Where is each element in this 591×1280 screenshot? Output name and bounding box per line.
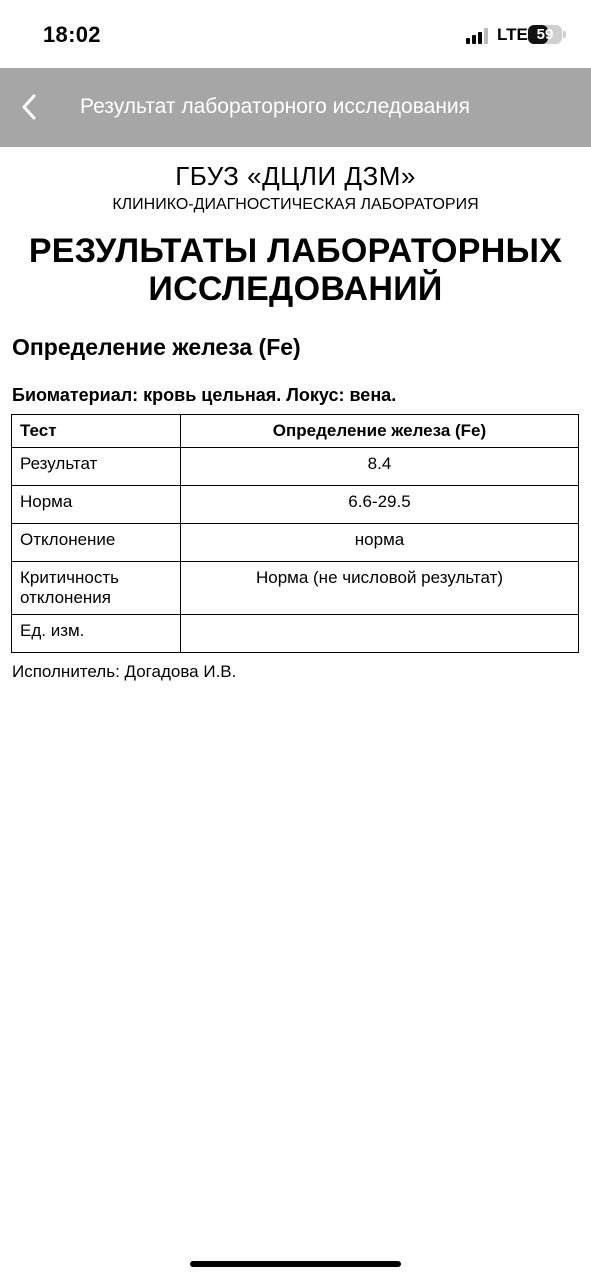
table-cell-label: Критичность отклонения <box>12 562 181 615</box>
table-cell-value: норма <box>181 524 579 562</box>
table-row <box>12 562 579 615</box>
executor-info: Исполнитель: Догадова И.В. <box>12 662 237 681</box>
network-type: LTE <box>497 25 528 44</box>
table-cell-value: 8.4 <box>181 448 579 486</box>
table-cell-value: 6.6-29.5 <box>181 486 579 524</box>
results-table <box>11 414 579 653</box>
table-row <box>12 415 579 448</box>
table-row <box>12 448 579 486</box>
table-cell-label: Норма <box>12 486 181 524</box>
table-row <box>12 615 579 653</box>
table-cell-label: Тест <box>12 415 181 448</box>
status-time: 18:02 <box>43 22 101 47</box>
table-cell-label: Результат <box>12 448 181 486</box>
table-row <box>12 486 579 524</box>
battery-percent: 59 <box>536 26 554 43</box>
organization-name: ГБУЗ «ДЦЛИ ДЗМ» <box>175 161 416 191</box>
navigation-bar <box>0 68 591 147</box>
chevron-left-icon <box>14 90 48 124</box>
biomaterial-info: Биоматериал: кровь цельная. Локус: вена. <box>12 385 397 405</box>
table-cell-label: Отклонение <box>12 524 181 562</box>
battery-cap <box>563 31 566 38</box>
report-title: РЕЗУЛЬТАТЫ ЛАБОРАТОРНЫХ ИССЛЕДОВАНИЙ <box>28 232 563 308</box>
page-title: Результат лабораторного исследования <box>80 95 471 118</box>
table-cell-value: Норма (не числовой результат) <box>181 562 579 615</box>
status-bar <box>0 0 591 68</box>
back-button[interactable] <box>14 90 48 124</box>
organization-subtitle: КЛИНИКО-ДИАГНОСТИЧЕСКАЯ ЛАБОРАТОРИЯ <box>112 196 479 213</box>
home-indicator[interactable] <box>190 1261 401 1267</box>
table-cell-value <box>181 615 579 653</box>
table-cell-label: Ед. изм. <box>12 615 181 653</box>
test-name: Определение железа (Fe) <box>12 334 301 360</box>
report-content <box>0 147 591 682</box>
battery-icon <box>528 25 562 44</box>
table-row <box>12 524 579 562</box>
table-cell-value: Определение железа (Fe) <box>181 415 579 448</box>
cellular-signal-icon <box>466 28 490 44</box>
